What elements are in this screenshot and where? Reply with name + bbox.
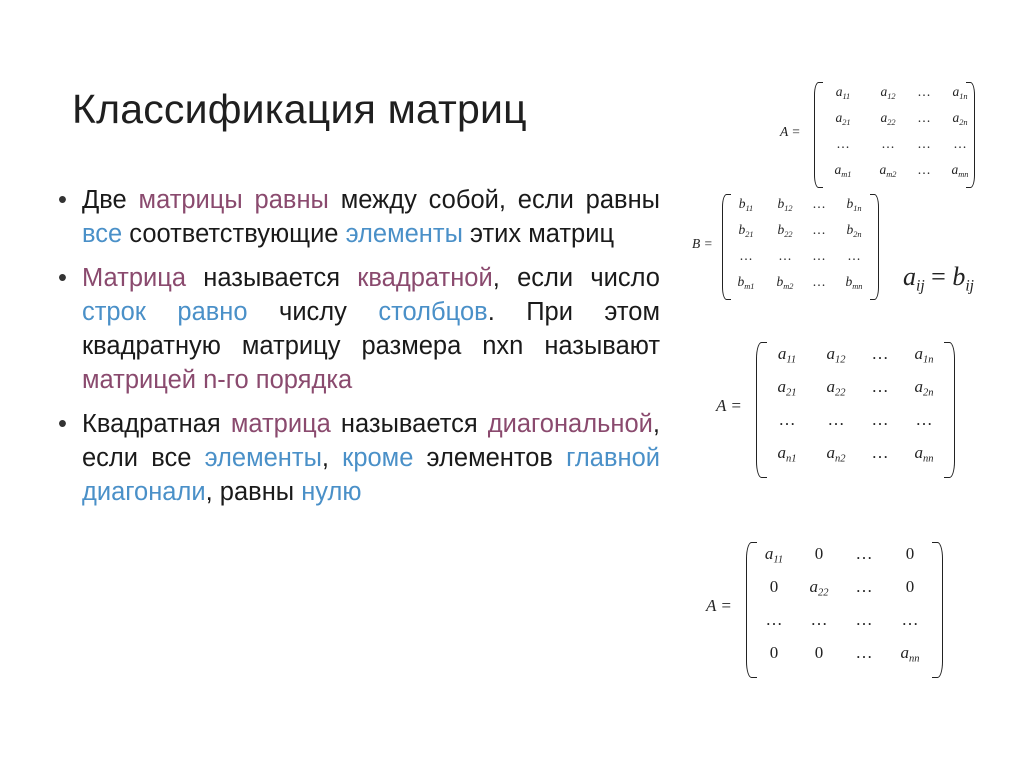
matrix-cell-symbol: …: [881, 136, 895, 151]
matrix-cell-index: nn: [908, 653, 920, 665]
bullet-segment: соответствующие: [122, 220, 346, 248]
matrix-a-square: [716, 340, 956, 480]
matrix-cell: [834, 222, 874, 244]
matrix-cell: [818, 84, 868, 106]
matrix-cell-symbol: a: [826, 377, 835, 396]
matrix-cell-symbol: …: [778, 248, 792, 263]
matrix-cell-symbol: …: [855, 610, 873, 629]
matrix-cell-symbol: a: [826, 443, 835, 462]
matrix-cell-symbol: …: [847, 248, 861, 263]
matrix-grid: [726, 196, 874, 296]
matrix-cell-symbol: a: [777, 443, 786, 462]
matrix-cell-symbol: a: [952, 110, 960, 125]
matrix-cell-symbol: …: [765, 610, 783, 629]
matrix-cell-index: 12: [834, 354, 846, 366]
matrix-lhs: A =: [706, 596, 732, 615]
bullet-segment: этих матриц: [462, 220, 615, 248]
matrix-cell: [860, 410, 900, 437]
bullet-marker: •: [58, 264, 67, 292]
matrix-grid: [762, 344, 948, 470]
matrix-cell: [752, 610, 796, 637]
bullet-text: [82, 186, 660, 248]
matrix-cell-symbol: …: [812, 222, 826, 237]
matrix-cell: [804, 222, 834, 244]
matrix-cell-index: 11: [773, 554, 784, 566]
bullet-segment: Квадратная: [82, 410, 231, 438]
matrix-cell-symbol: a: [914, 443, 923, 462]
matrix-cell-symbol: …: [917, 84, 931, 99]
matrix-cell-symbol: …: [812, 248, 826, 263]
matrix-cell-symbol: …: [917, 162, 931, 177]
matrix-cell: [726, 248, 766, 270]
equality-left: a: [903, 262, 916, 291]
matrix-cell-symbol: b: [845, 274, 853, 289]
matrix-cell: [860, 377, 900, 404]
matrix-cell-symbol: a: [880, 84, 888, 99]
matrix-cell: [766, 274, 804, 296]
slide-title: Классификация матриц: [72, 86, 527, 132]
matrix-cell: [868, 110, 908, 132]
matrix-cell-symbol: a: [951, 162, 959, 177]
highlighted-term: квадратной: [357, 264, 493, 292]
matrix-cell: [752, 643, 796, 670]
bullet-segment: между собой, если равны: [328, 186, 661, 214]
matrix-cell-index: 1n: [853, 203, 862, 213]
matrix-cell: [804, 196, 834, 218]
highlighted-term: матрицей n-го порядка: [82, 366, 353, 394]
bullet-marker: •: [58, 186, 67, 214]
highlighted-term: диагональной: [487, 410, 653, 438]
matrix-cell: [834, 274, 874, 296]
matrix-cell: [842, 643, 886, 670]
matrix-cell-index: 2n: [922, 387, 934, 399]
matrix-a-diagonal: [706, 540, 946, 680]
bullet-segment: ,: [321, 444, 343, 472]
matrix-cell-symbol: …: [810, 610, 828, 629]
matrix-cell-symbol: 0: [814, 544, 824, 563]
matrix-cell-symbol: b: [738, 222, 746, 237]
matrix-cell: [752, 577, 796, 604]
bullet-item: [58, 407, 660, 509]
bullet-text: [82, 410, 660, 506]
matrix-cell-symbol: …: [871, 410, 889, 429]
matrix-cell-symbol: a: [809, 577, 818, 596]
matrix-cell: [762, 410, 812, 437]
bullet-marker: •: [58, 410, 67, 438]
matrix-cell-index: 21: [785, 387, 797, 399]
matrix-cell-symbol: …: [812, 196, 826, 211]
matrix-cell: [818, 162, 868, 184]
matrix-cell-symbol: …: [871, 377, 889, 396]
matrix-cell: [796, 544, 842, 571]
matrix-cell: [796, 643, 842, 670]
matrix-lhs: A =: [780, 124, 801, 139]
matrix-cell: [860, 344, 900, 371]
matrix-cell-index: 21: [745, 229, 754, 239]
equality-left-sub: ij: [916, 277, 925, 295]
matrix-cell-index: 1n: [922, 354, 934, 366]
matrix-cell-index: 11: [786, 354, 797, 366]
matrix-cell-symbol: a: [777, 344, 787, 363]
matrix-cell: [812, 344, 860, 371]
matrix-cell-symbol: …: [871, 344, 889, 363]
matrix-grid: [752, 544, 934, 670]
highlighted-term: элементы: [345, 220, 463, 248]
matrix-cell: [900, 410, 948, 437]
matrix-cell-index: nn: [922, 453, 934, 465]
matrix-cell-symbol: b: [776, 274, 784, 289]
equality-right: b: [952, 262, 966, 291]
matrix-lhs: B =: [692, 236, 713, 251]
matrix-cell-index: mn: [852, 281, 863, 291]
matrix-cell: [908, 162, 940, 184]
matrix-cell: [886, 610, 934, 637]
bullet-segment: называется: [186, 264, 358, 292]
matrix-cell-index: 11: [745, 203, 754, 213]
matrix-cell: [812, 443, 860, 470]
matrix-cell-symbol: …: [739, 248, 753, 263]
matrix-grid: [818, 84, 980, 184]
matrix-cell: [900, 377, 948, 404]
highlighted-term: Матрица: [82, 264, 187, 292]
matrix-cell: [818, 136, 868, 158]
matrix-cell: [842, 577, 886, 604]
matrix-cell: [868, 84, 908, 106]
matrix-cell-symbol: a: [835, 110, 843, 125]
matrix-cell-symbol: …: [827, 410, 845, 429]
equality-right-sub: ij: [965, 277, 975, 295]
highlighted-term: элементы: [204, 444, 322, 472]
bullet-segment: числу: [247, 298, 379, 326]
bullet-segment: элементов: [413, 444, 567, 472]
matrix-cell-symbol: 0: [769, 643, 779, 662]
bullet-segment: , равны: [205, 478, 302, 506]
matrix-cell: [762, 344, 812, 371]
matrix-cell-symbol: …: [953, 136, 967, 151]
matrix-cell-index: 22: [834, 387, 846, 399]
bullet-list: [58, 183, 660, 519]
equality-operator: =: [924, 262, 953, 291]
matrix-cell-symbol: b: [738, 196, 746, 211]
matrix-cell: [812, 410, 860, 437]
matrix-cell: [842, 610, 886, 637]
matrix-cell-symbol: a: [914, 344, 923, 363]
matrix-cell: [908, 84, 940, 106]
matrix-cell-symbol: a: [880, 110, 888, 125]
matrix-cell-index: 22: [887, 117, 896, 127]
highlighted-term: главной диагонали: [82, 444, 660, 506]
matrix-cell: [834, 196, 874, 218]
matrix-cell: [900, 443, 948, 470]
matrix-cell-symbol: a: [764, 544, 774, 563]
matrix-cell: [908, 110, 940, 132]
matrix-cell-index: 11: [842, 91, 851, 101]
bullet-item: [58, 261, 660, 397]
matrix-cell: [726, 274, 766, 296]
matrix-cell-index: 21: [842, 117, 851, 127]
matrix-cell-index: 12: [784, 203, 793, 213]
matrix-cell-index: m2: [886, 169, 897, 179]
matrix-cell-index: m1: [744, 281, 755, 291]
matrix-cell: [900, 344, 948, 371]
matrix-cell-symbol: a: [777, 377, 786, 396]
highlighted-term: строк равно: [82, 298, 248, 326]
matrix-cell-symbol: …: [917, 136, 931, 151]
matrix-cell: [818, 110, 868, 132]
equality-formula: [903, 262, 974, 295]
matrix-cell: [804, 274, 834, 296]
bullet-segment: . При этом квадратную матрицу размера nxn называют: [82, 298, 660, 360]
matrix-a-general: [780, 80, 980, 190]
highlighted-term: все: [82, 220, 123, 248]
matrix-cell: [868, 136, 908, 158]
highlighted-term: матрицы равны: [138, 186, 329, 214]
matrix-cell-symbol: a: [900, 643, 909, 662]
matrix-right-bracket: [932, 542, 943, 678]
matrix-cell: [796, 577, 842, 604]
matrix-cell-symbol: b: [777, 196, 785, 211]
matrix-cell-index: 22: [817, 587, 829, 599]
matrix-cell-symbol: b: [737, 274, 745, 289]
matrix-cell-index: 12: [887, 91, 896, 101]
matrix-lhs: A =: [716, 396, 742, 415]
matrix-cell-symbol: a: [834, 162, 842, 177]
matrix-cell-symbol: b: [846, 196, 854, 211]
matrix-cell-symbol: b: [846, 222, 854, 237]
bullet-text: [82, 264, 660, 394]
matrix-cell-index: mn: [958, 169, 969, 179]
matrix-cell-index: 2n: [959, 117, 968, 127]
matrix-cell-index: 2n: [853, 229, 862, 239]
matrix-cell: [762, 377, 812, 404]
highlighted-term: кроме: [342, 444, 414, 472]
matrix-right-bracket: [944, 342, 955, 478]
matrix-cell: [908, 136, 940, 158]
matrix-right-bracket: [870, 194, 879, 300]
matrix-cell-symbol: 0: [905, 577, 915, 596]
matrix-cell: [762, 443, 812, 470]
bullet-segment: Две: [82, 186, 139, 214]
bullet-segment: , если все: [82, 410, 660, 472]
highlighted-term: матрица: [230, 410, 331, 438]
matrix-cell-symbol: a: [826, 344, 835, 363]
matrix-cell-index: 22: [784, 229, 793, 239]
matrix-cell: [766, 196, 804, 218]
highlighted-term: столбцов: [378, 298, 488, 326]
matrix-cell-index: 1n: [959, 91, 968, 101]
matrix-cell: [886, 544, 934, 571]
matrix-cell: [812, 377, 860, 404]
matrix-cell-symbol: …: [778, 410, 796, 429]
matrix-cell: [804, 248, 834, 270]
matrix-cell-symbol: …: [836, 136, 850, 151]
matrix-cell-symbol: …: [812, 274, 826, 289]
bullet-segment: называется: [330, 410, 488, 438]
matrix-cell-symbol: …: [855, 577, 873, 596]
matrix-cell-index: n1: [785, 453, 797, 465]
matrix-cell: [886, 577, 934, 604]
matrix-cell-index: m2: [783, 281, 794, 291]
matrix-cell-symbol: a: [835, 84, 843, 99]
matrix-cell-symbol: …: [871, 443, 889, 462]
matrix-cell: [766, 248, 804, 270]
matrix-cell-index: m1: [841, 169, 852, 179]
matrix-right-bracket: [966, 82, 975, 188]
matrix-cell-symbol: …: [901, 610, 919, 629]
matrix-b-general: [692, 192, 882, 302]
matrix-cell-symbol: a: [879, 162, 887, 177]
matrix-cell: [834, 248, 874, 270]
bullet-item: [58, 183, 660, 251]
matrix-cell-symbol: 0: [814, 643, 824, 662]
matrix-cell-symbol: …: [917, 110, 931, 125]
matrix-cell-symbol: a: [914, 377, 923, 396]
matrix-cell: [726, 196, 766, 218]
matrix-cell-symbol: 0: [905, 544, 915, 563]
matrix-cell-symbol: …: [855, 544, 873, 563]
matrix-cell: [886, 643, 934, 670]
matrix-cell-symbol: a: [952, 84, 960, 99]
bullet-segment: , если число: [492, 264, 660, 292]
matrix-cell: [868, 162, 908, 184]
matrix-cell: [752, 544, 796, 571]
matrix-cell-symbol: 0: [769, 577, 779, 596]
matrix-cell: [726, 222, 766, 244]
matrix-cell-symbol: …: [915, 410, 933, 429]
highlighted-term: нулю: [301, 478, 362, 506]
matrix-cell: [842, 544, 886, 571]
matrix-cell: [860, 443, 900, 470]
matrix-cell-symbol: …: [855, 643, 873, 662]
matrix-cell: [796, 610, 842, 637]
matrix-cell: [766, 222, 804, 244]
matrix-cell-index: n2: [834, 453, 846, 465]
matrix-cell-symbol: b: [777, 222, 785, 237]
